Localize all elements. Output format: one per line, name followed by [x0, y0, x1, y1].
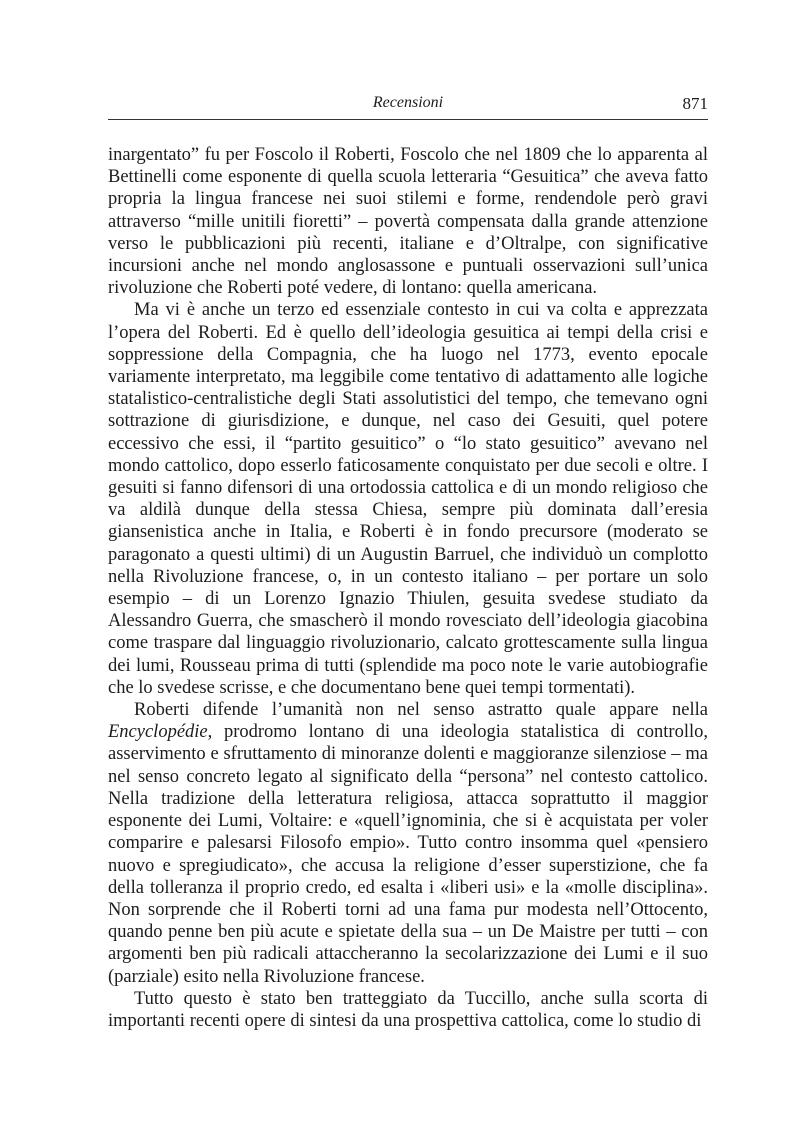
paragraph-4-text: Tutto questo è stato ben tratteggiato da Tuccillo, anche sulla scorta di importanti recenti opere di sintesi da una prospettiva cattolica, come lo studio di — [108, 988, 708, 1031]
page-header — [108, 92, 708, 118]
body-text — [108, 144, 708, 1032]
paragraph-2 — [108, 299, 708, 699]
running-title: Recensioni — [372, 94, 444, 111]
page-number: 871 — [682, 94, 708, 113]
paragraph-3-text: , prodromo lontano di una ideologia statalistica di controllo, asservimento e sfruttamento di minoranze dolenti e maggioranze silenziose – ma nel senso concreto legato al significato della “persona” nel contesto cattolico. Nella tradizione della letteratura religiosa, attacca soprattutto il maggior esponente dei Lumi, Voltaire: e «quell’ignominia, che si è acquistata per voler comparire e palesarsi Filosofo empio». Tutto contro insomma quel «pensiero nuovo e spregiudicato», che accusa la religione d’esser superstizione, che fa della tolleranza il proprio credo, ed esalta i «liberi usi» e la «molle disciplina». Non sorprende che il Roberti torni ad una fama pur modesta nell’Ottocento, quando penne ben più acute e spietate della sua – un De Maistre per tutti – con argomenti ben più radicali attaccheranno la secolarizzazione dei Lumi e il suo (parziale) esito nella Rivoluzione francese. — [108, 722, 708, 987]
paragraph-1 — [108, 144, 708, 299]
paragraph-3 — [108, 699, 708, 988]
encyclopedie-title: Encyclopédie — [108, 722, 208, 743]
paragraph-2-text: Ma vi è anche un terzo ed essenziale contesto in cui va colta e apprezzata l’opera del Roberti. Ed è quello dell’ideologia gesuitica ai tempi della crisi e soppressione della Compagnia, che ha luogo nel 1773, evento epocale variamente interpretato, ma leggibile come tentativo di adattamento alle logiche statalistico-centralistiche degli Stati assolutistici del tempo, che temevano ogni sottrazione di giurisdizione, e dunque, nel caso dei Gesuiti, quel potere eccessivo che essi, il “partito gesuitico” o “lo stato gesuitico” avevano nel mondo cattolico, dopo esserlo faticosamente conquistato per due secoli e oltre. I gesuiti si fanno difensori di una ortodossia cattolica e di un mondo religioso che va aldilà dunque della stessa Chiesa, sempre più dominata dall’eresia giansenistica anche in Italia, e Roberti è in fondo precursore (moderato se paragonato a questi ultimi) di un Augustin Barruel, che individuò un complotto nella Rivoluzione francese, o, in un contesto italiano – per portare un solo esempio – di un Lorenzo Ignazio Thiulen, gesuita svedese studiato da Alessandro Guerra, che smascherò il mondo rovesciato dell’ideologia giacobina come traspare dal linguaggio rivoluzionario, calcato grottescamente sulla lingua dei lumi, Rousseau prima di tutti (splendide ma poco note le varie autobiografie che lo svedese scrisse, e che documentano bene quei tempi tormentati). — [108, 300, 708, 698]
paragraph-1-text: inargentato” fu per Foscolo il Roberti, Foscolo che nel 1809 che lo apparenta al Bettinelli come esponente di quella scuola letteraria “Gesuitica” che aveva fatto propria la lingua francese nei suoi stilemi e forme, rendendole però gravi attraverso “mille unitili fioretti” – povertà compensata dalla grande attenzione verso le pubblicazioni più recenti, italiane e d’Oltralpe, con significative incursioni anche nel mondo anglosassone e puntuali osservazioni sull’unica rivoluzione che Roberti poté vedere, di lontano: quella americana. — [108, 145, 708, 299]
paragraph-3-lead: Roberti difende l’umanità non nel senso astratto quale appare nella — [134, 700, 708, 721]
paragraph-4 — [108, 988, 708, 1032]
header-rule — [108, 119, 708, 120]
